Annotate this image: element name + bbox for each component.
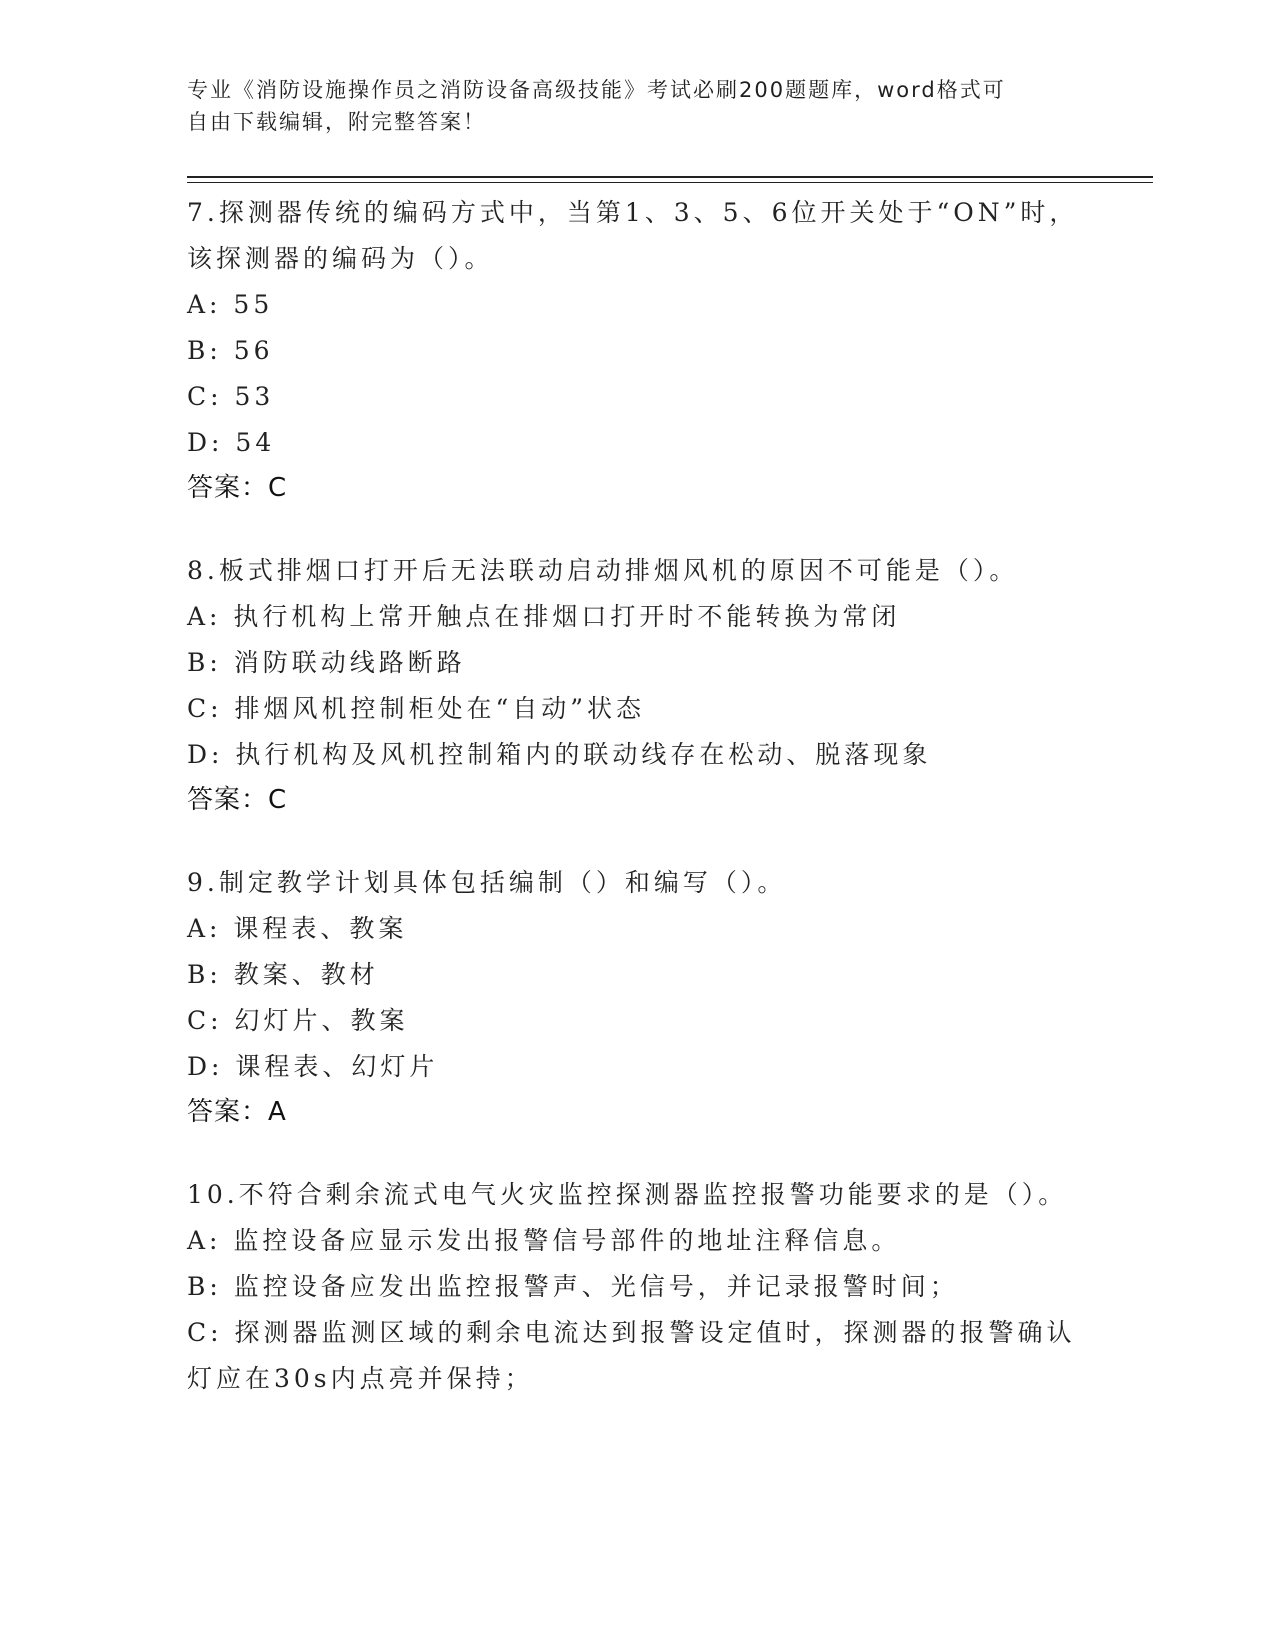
header-line-1: 专业《消防设施操作员之消防设备高级技能》考试必刷200题题库，word格式可 — [187, 78, 1006, 102]
question-7 — [187, 190, 1087, 510]
question-text: 9.制定教学计划具体包括编制（）和编写（）。 — [187, 868, 787, 897]
question-text: 8.板式排烟口打开后无法联动启动排烟风机的原因不可能是（）。 — [187, 556, 1019, 585]
option-b: B: 监控设备应发出监控报警声、光信号，并记录报警时间； — [187, 1272, 959, 1301]
option-d: D: 执行机构及风机控制箱内的联动线存在松动、脱落现象 — [187, 740, 932, 769]
option-d: D: 课程表、幻灯片 — [187, 1052, 439, 1081]
header-divider-thick — [187, 176, 1153, 178]
option-b: B: 消防联动线路断路 — [187, 648, 466, 677]
option-a: A: 55 — [187, 290, 274, 319]
question-9 — [187, 860, 1087, 1134]
question-10 — [187, 1172, 1087, 1402]
option-b: B: 56 — [187, 336, 274, 365]
option-c: C: 排烟风机控制柜处在“自动”状态 — [187, 694, 646, 723]
question-text: 10.不符合剩余流式电气火灾监控探测器监控报警功能要求的是（）。 — [187, 1180, 1068, 1209]
question-8 — [187, 548, 1087, 822]
option-a: A: 课程表、教案 — [187, 914, 408, 943]
option-c: C: 53 — [187, 382, 275, 411]
option-d: D: 54 — [187, 428, 276, 457]
answer-line: 答案：C — [187, 785, 288, 815]
answer-line: 答案：A — [187, 1097, 287, 1127]
question-text: 7.探测器传统的编码方式中，当第1、3、5、6位开关处于“ON”时， — [187, 198, 1079, 227]
answer-line: 答案：C — [187, 473, 288, 503]
option-a: A: 执行机构上常开触点在排烟口打开时不能转换为常闭 — [187, 602, 901, 631]
option-c: C: 幻灯片、教案 — [187, 1006, 409, 1035]
option-c-continued: 灯应在30s内点亮并保持； — [187, 1364, 534, 1393]
header-line-2: 自由下载编辑，附完整答案！ — [187, 110, 486, 134]
question-text: 该探测器的编码为（）。 — [187, 244, 494, 273]
document-header — [187, 74, 1067, 138]
header-divider-thin — [187, 182, 1153, 183]
option-a: A: 监控设备应显示发出报警信号部件的地址注释信息。 — [187, 1226, 901, 1255]
question-list — [187, 190, 1087, 1440]
option-c: C: 探测器监测区域的剩余电流达到报警设定值时，探测器的报警确认 — [187, 1318, 1076, 1347]
option-b: B: 教案、教材 — [187, 960, 379, 989]
